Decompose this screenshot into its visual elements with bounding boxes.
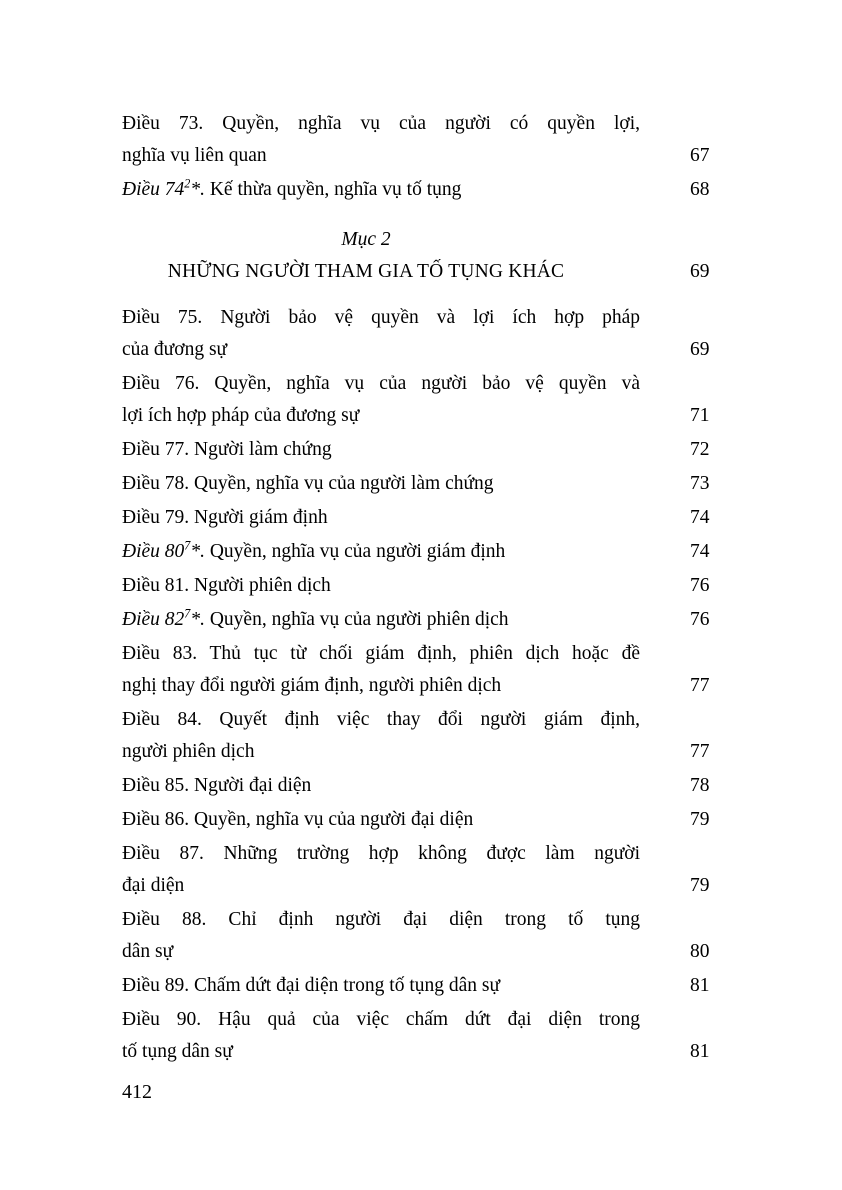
toc-entry-label: [122, 536, 640, 568]
toc-page-number: 81: [690, 1041, 710, 1062]
toc-entry-label: [122, 570, 640, 602]
toc-entry-dieu-75[interactable]: [122, 302, 720, 366]
toc-entry-marker: *: [190, 179, 201, 200]
toc-entry-dieu-74[interactable]: [122, 174, 720, 206]
toc-page-number: 77: [690, 741, 710, 762]
toc-entry-article: Điều $82^7*$.: [122, 606, 205, 630]
toc-page-number: 77: [690, 675, 710, 696]
section-muc-label: Mục 2: [341, 229, 391, 250]
toc-page-number: 69: [690, 339, 710, 360]
toc-page-number: 69: [690, 261, 710, 282]
toc-page-number: 79: [690, 875, 710, 896]
toc-entry-line: Điều 83. Thủ tục từ chối giám định, phiên dịch hoặc đề: [122, 643, 640, 664]
toc-section-heading: [122, 224, 720, 288]
toc-entry-label: [122, 174, 640, 206]
toc-entry-line: [122, 604, 640, 636]
toc-entry-line: Điều 81. Người phiên dịch: [122, 575, 331, 596]
toc-entry-line: Điều 73. Quyền, nghĩa vụ của người có quyền lợi,: [122, 113, 640, 134]
toc-entry-dieu-84[interactable]: [122, 704, 720, 768]
toc-entry-line: Điều 89. Chấm dứt đại diện trong tố tụng dân sự: [122, 975, 501, 996]
toc-entry-superscript: 2: [184, 176, 191, 191]
toc-entry-title: Quyền, nghĩa vụ của người phiên dịch: [209, 609, 509, 630]
toc-entry-label: [122, 434, 640, 466]
toc-entry-line: người phiên dịch: [122, 741, 255, 762]
toc-entry-dieu-88[interactable]: [122, 904, 720, 968]
toc-entry-line: Điều 75. Người bảo vệ quyền và lợi ích hợp pháp: [122, 307, 640, 328]
toc-entry-label: [122, 970, 640, 1002]
toc-entry-line: Điều 87. Những trường hợp không được làm người: [122, 843, 640, 864]
toc-entry-line: tố tụng dân sự: [122, 1041, 233, 1062]
toc-entry-line: Điều 77. Người làm chứng: [122, 439, 332, 460]
toc-page-number: 71: [690, 405, 710, 426]
toc-entry-line: Điều 78. Quyền, nghĩa vụ của người làm chứng: [122, 473, 494, 494]
toc-entry-dieu-81[interactable]: [122, 570, 720, 602]
toc-entry-label: [122, 1004, 640, 1068]
toc-entry-label: [122, 468, 640, 500]
toc-entry-dieu-80[interactable]: [122, 536, 720, 568]
toc-entry-line: Điều 79. Người giám định: [122, 507, 328, 528]
toc-entry-label: [122, 502, 640, 534]
toc-page-number: 78: [690, 775, 710, 796]
toc-entry-dieu-89[interactable]: [122, 970, 720, 1002]
toc-entry-superscript: 7: [184, 606, 191, 621]
toc-entry-dieu-83[interactable]: [122, 638, 720, 702]
toc-entry-dieu-90[interactable]: [122, 1004, 720, 1068]
toc-entry-article: Điều $80^7*$.: [122, 538, 205, 562]
toc-entry-line: [122, 536, 640, 568]
toc-entry-line: Điều 85. Người đại diện: [122, 775, 312, 796]
toc-entry-dieu-82[interactable]: [122, 604, 720, 636]
toc-entry-line: của đương sự: [122, 339, 228, 360]
toc-page-number: 80: [690, 941, 710, 962]
toc-entry-label: [122, 904, 640, 968]
toc-entry-title: Quyền, nghĩa vụ của người giám định: [209, 541, 506, 562]
toc-entry-line: đại diện: [122, 875, 185, 896]
toc-page-number: 76: [690, 575, 710, 596]
toc-page-number: 74: [690, 541, 710, 562]
toc-entry-dieu-73[interactable]: [122, 108, 720, 172]
page-folio-number: 412: [122, 1081, 152, 1103]
toc-entry-dieu-85[interactable]: [122, 770, 720, 802]
toc-entry-line: [122, 174, 640, 206]
toc-entry-line: Điều 88. Chỉ định người đại diện trong tố tụng: [122, 909, 640, 930]
toc-entry-label: [122, 302, 640, 366]
toc-entry-superscript: 7: [184, 538, 191, 553]
toc-entry-line: nghị thay đổi người giám định, người phiên dịch: [122, 675, 502, 696]
table-of-contents: [122, 108, 720, 1070]
toc-entry-label: [122, 638, 640, 702]
toc-entry-line: dân sự: [122, 941, 174, 962]
toc-page-number: 79: [690, 809, 710, 830]
toc-entry-article-text: Điều 80: [122, 541, 185, 562]
toc-entry-dieu-78[interactable]: [122, 468, 720, 500]
toc-page-number: 81: [690, 975, 710, 996]
toc-page-number: 67: [690, 145, 710, 166]
toc-page-number: 76: [690, 609, 710, 630]
toc-entry-dieu-79[interactable]: [122, 502, 720, 534]
toc-entry-dieu-87[interactable]: [122, 838, 720, 902]
section-title: NHỮNG NGƯỜI THAM GIA TỐ TỤNG KHÁC: [167, 261, 565, 282]
toc-entry-label: [122, 838, 640, 902]
toc-entry-line: Điều 76. Quyền, nghĩa vụ của người bảo vệ quyền và: [122, 373, 640, 394]
toc-entry-label: [122, 604, 640, 636]
toc-entry-marker: *: [190, 541, 201, 562]
toc-entry-line: Điều 90. Hậu quả của việc chấm dứt đại diện trong: [122, 1009, 640, 1030]
toc-entry-dieu-86[interactable]: [122, 804, 720, 836]
toc-entry-line: lợi ích hợp pháp của đương sự: [122, 405, 360, 426]
toc-entry-title: Kế thừa quyền, nghĩa vụ tố tụng: [209, 179, 462, 200]
toc-entry-article-text: Điều 82: [122, 609, 185, 630]
toc-entry-label: [122, 368, 640, 432]
toc-page-number: 72: [690, 439, 710, 460]
toc-entry-article-text: Điều 74: [122, 179, 185, 200]
toc-entry-dieu-76[interactable]: [122, 368, 720, 432]
toc-entry-article: Điều $74^2*$.: [122, 176, 205, 200]
toc-entry-label: [122, 108, 640, 172]
toc-entry-label: [122, 704, 640, 768]
toc-entry-marker: *: [190, 609, 201, 630]
toc-entry-label: [122, 804, 640, 836]
toc-entry-line: Điều 84. Quyết định việc thay đổi người giám định,: [122, 709, 640, 730]
toc-page-number: 74: [690, 507, 710, 528]
toc-entry-line: Điều 86. Quyền, nghĩa vụ của người đại diện: [122, 809, 474, 830]
toc-entry-line: nghĩa vụ liên quan: [122, 145, 267, 166]
toc-page-number: 68: [690, 179, 710, 200]
toc-entry-label: [122, 770, 640, 802]
toc-page-number: 73: [690, 473, 710, 494]
toc-entry-dieu-77[interactable]: [122, 434, 720, 466]
